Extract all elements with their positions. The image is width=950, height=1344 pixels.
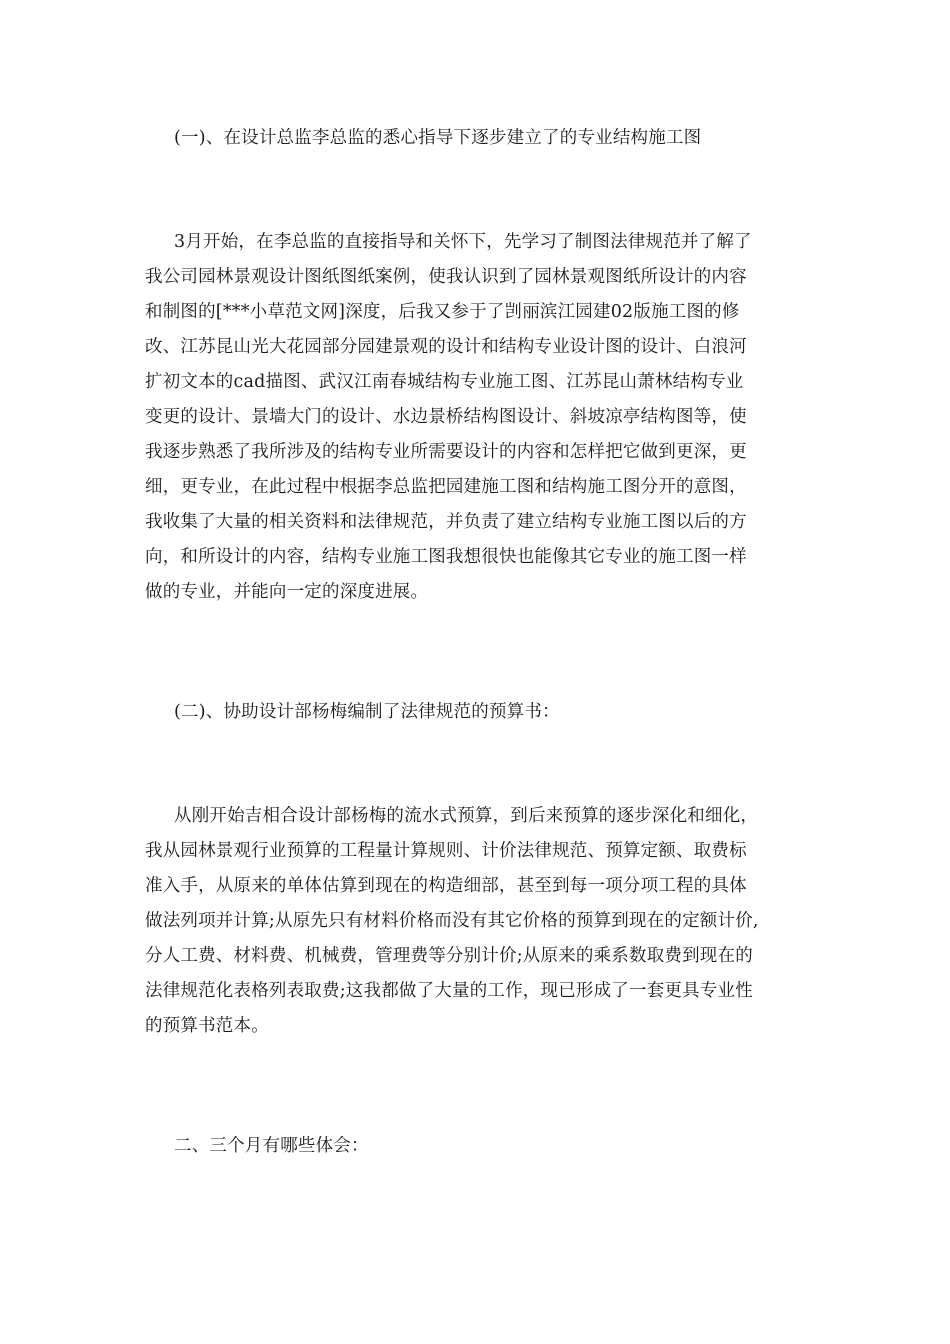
section-2-heading: (二)、协助设计部杨梅编制了法律规范的预算书： bbox=[174, 702, 560, 722]
section-1-line: 变更的设计、景墙大门的设计、水边景桥结构图设计、斜坡凉亭结构图等，使 bbox=[145, 407, 747, 427]
section-2-line: 做法列项并计算;从原先只有材料价格而没有其它价格的预算到现在的定额计价, bbox=[145, 911, 759, 931]
section-1-line: 3月开始，在李总监的直接指导和关怀下，先学习了制图法律规范并了解了 bbox=[174, 232, 752, 252]
section-2-line: 我从园林景观行业预算的工程量计算规则、计价法律规范、预算定额、取费标 bbox=[145, 841, 747, 861]
section-1-line: 向，和所设计的内容，结构专业施工图我想很快也能像其它专业的施工图一样 bbox=[145, 547, 747, 567]
section-1-line: 我公司园林景观设计图纸图纸案例，使我认识到了园林景观图纸所设计的内容 bbox=[145, 267, 747, 287]
section-1-heading: (一)、在设计总监李总监的悉心指导下逐步建立了的专业结构施工图 bbox=[174, 128, 702, 148]
section-2-line: 法律规范化表格列表取费;这我都做了大量的工作，现已形成了一套更具专业性 bbox=[145, 981, 753, 1001]
section-1-line: 和制图的[***小草范文网]深度，后我又参于了剀丽滨江园建02版施工图的修 bbox=[145, 302, 740, 322]
section-1-line: 我收集了大量的相关资料和法律规范，并负责了建立结构专业施工图以后的方 bbox=[145, 512, 747, 532]
closing-heading: 二、三个月有哪些体会： bbox=[174, 1136, 369, 1156]
section-1-line: 细，更专业，在此过程中根据李总监把园建施工图和结构施工图分开的意图， bbox=[145, 477, 747, 497]
section-2-line: 分人工费、材料费、机械费，管理费等分别计价;从原来的乘系数取费到现在的 bbox=[145, 946, 753, 966]
section-1-line: 我逐步熟悉了我所涉及的结构专业所需要设计的内容和怎样把它做到更深，更 bbox=[145, 442, 747, 462]
section-1-line: 扩初文本的cad描图、武汉江南春城结构专业施工图、江苏昆山萧林结构专业 bbox=[145, 372, 744, 392]
section-2-line: 从刚开始吉相合设计部杨梅的流水式预算，到后来预算的逐步深化和细化， bbox=[174, 806, 759, 826]
section-1-line: 改、江苏昆山光大花园部分园建景观的设计和结构专业设计图的设计、白浪河 bbox=[145, 337, 747, 357]
section-2-line: 准入手，从原来的单体估算到现在的构造细部，甚至到每一项分项工程的具体 bbox=[145, 876, 747, 896]
section-2-line: 的预算书范本。 bbox=[145, 1016, 269, 1036]
section-1-line: 做的专业，并能向一定的深度进展。 bbox=[145, 582, 429, 602]
